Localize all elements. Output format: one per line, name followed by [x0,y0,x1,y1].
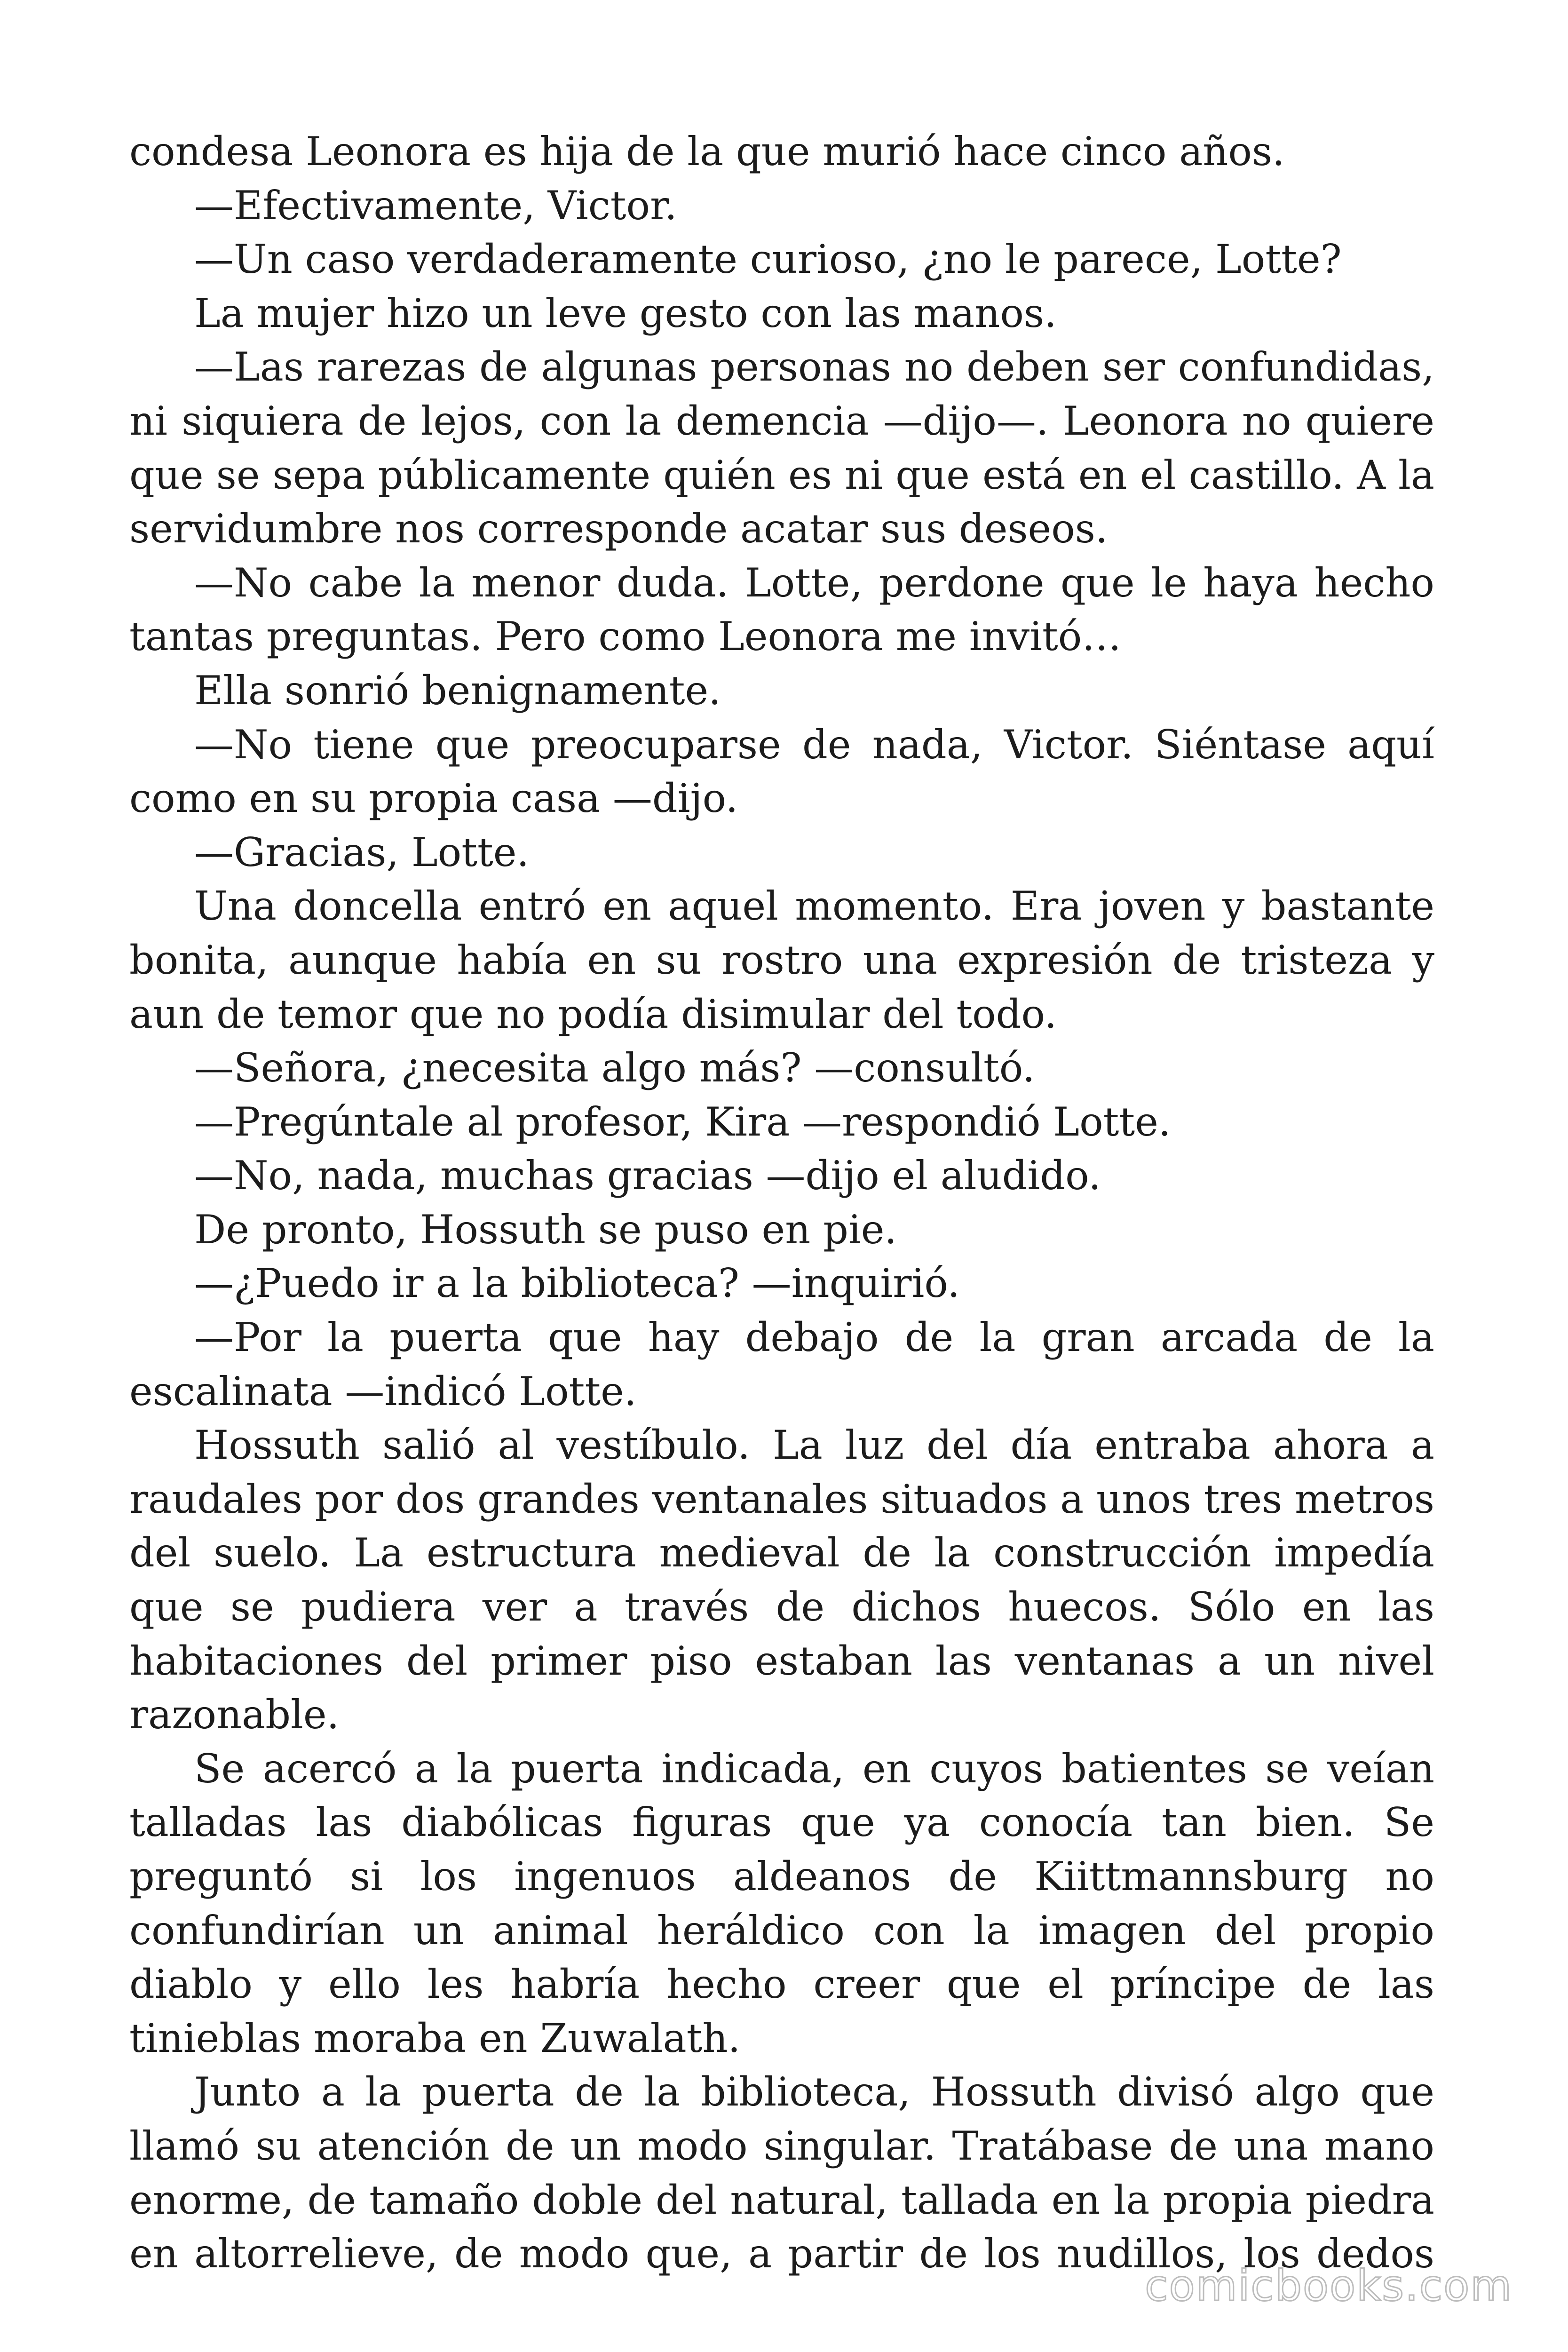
page-text [129,125,1434,2281]
paragraph-14: —¿Puedo ir a la biblioteca? —inquirió. [194,1260,960,1307]
paragraph-12: —No, nada, muchas gracias —dijo el aludido. [194,1152,1101,1199]
watermark: comicbooks.com [1145,2261,1513,2311]
paragraph-6: Ella sonrió benignamente. [194,667,721,714]
paragraph-13: De pronto, Hossuth se puso en pie. [194,1206,897,1253]
paragraph-5: —No cabe la menor duda. Lotte, perdone que le haya hecho tantas preguntas. Pero como Leonora me invitó… [129,559,1434,660]
paragraph-9: Una doncella entró en aquel momento. Era joven y bastante bonita, aunque había en su rostro una expresión de tristeza y aun de temor que no podía disimular del todo. [129,883,1434,1037]
paragraph-11: —Pregúntale al profesor, Kira —respondió Lotte. [194,1098,1171,1145]
paragraph-17: Se acercó a la puerta indicada, en cuyos batientes se veían talladas las diabólicas figuras que ya conocía tan bien. Se preguntó si los ingenuos aldeanos de Kiittmannsburg no confundirían un animal heráldico con la imagen del propio diablo y ello les habría hecho creer que el príncipe de las tinieblas moraba en Zuwalath. [129,1745,1434,2061]
paragraph-15: —Por la puerta que hay debajo de la gran arcada de la escalinata —indicó Lotte. [129,1314,1434,1414]
paragraph-1: —Efectivamente, Victor. [194,182,677,229]
paragraph-8: —Gracias, Lotte. [194,829,530,875]
paragraph-10: —Señora, ¿necesita algo más? —consultó. [194,1045,1035,1091]
paragraph-4: —Las rarezas de algunas personas no deben ser confundidas, ni siquiera de lejos, con la demencia —dijo—. Leonora no quiere que se sepa públicamente quién es ni que está en el castillo. A la servidumbre nos corresponde acatar sus deseos. [129,344,1434,552]
paragraph-16: Hossuth salió al vestíbulo. La luz del día entraba ahora a raudales por dos grandes ventanales situados a unos tres metros del suelo. La estructura medieval de la construcción impedía que se pudiera ver a través de dichos huecos. Sólo en las habitaciones del primer piso estaban las ventanas a un nivel razonable. [129,1422,1434,1738]
paragraph-3: La mujer hizo un leve gesto con las manos. [194,290,1057,336]
paragraph-7: —No tiene que preocuparse de nada, Victor. Siéntase aquí como en su propia casa —dijo. [129,721,1434,822]
paragraph-18: Junto a la puerta de la biblioteca, Hossuth divisó algo que llamó su atención de un modo singular. Tratábase de una mano enorme, de tamaño doble del natural, tallada en la propia piedra en altorrelieve, de modo que, a partir de los nudillos, los dedos [129,2069,1434,2277]
paragraph-2: —Un caso verdaderamente curioso, ¿no le parece, Lotte? [194,236,1342,283]
paragraph-0: condesa Leonora es hija de la que murió hace cinco años. [129,128,1285,175]
